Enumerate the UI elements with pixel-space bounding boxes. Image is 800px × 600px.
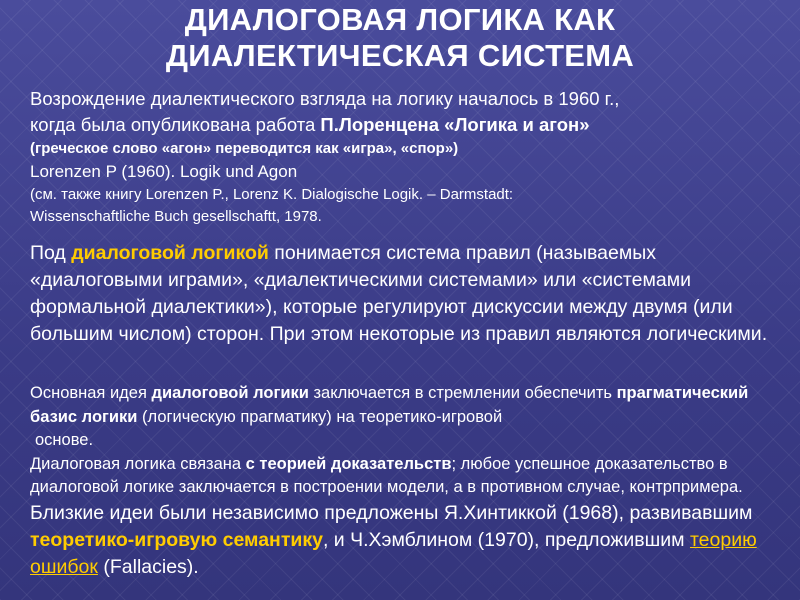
game-semantics-term: теоретико-игровую семантику <box>30 528 323 551</box>
intro-see-also: (см. также книгу Lorenzen P., Lorenz K. Dialogische Logik. – Darmstadt: <box>30 186 514 203</box>
intro-publisher: Wissenschaftliche Buch gesellschaftt, 1978. <box>30 208 322 225</box>
intro-line-1: Возрождение диалектического взгляда на логику началось в 1960 г., <box>30 88 620 109</box>
proof-theory-pre: Диалоговая логика связана <box>30 454 246 473</box>
intro-paragraph <box>30 86 790 228</box>
definition-body: понимается система правил (называемых «диалоговыми играми», «диалектическими системами» или «системами формальной диалектики»), которые регулируют дискуссии между двумя (или большим числом) сторон. При этом некоторые из правил являются логическими. <box>30 242 768 345</box>
main-idea-end: основе. <box>35 431 94 449</box>
title-line-1: ДИАЛОГОВАЯ ЛОГИКА КАК <box>184 2 616 37</box>
related-ideas-mid: , и Ч.Хэмблином (1970), предложившим <box>322 528 690 551</box>
definition-paragraph <box>30 240 790 348</box>
page-title <box>0 2 800 74</box>
pragmatic-basis-term: прагматический базис логики <box>30 384 749 426</box>
fallacies-theory-link[interactable]: теорию ошибок <box>30 528 757 578</box>
intro-line-2-text: когда была опубликована работа <box>30 114 321 135</box>
main-idea-term: диалоговой логики <box>151 384 309 402</box>
proof-theory-post: ; любое успешное доказательство в диалоговой логике заключается в построении модели, а в противном случае, контрпримера. <box>30 454 743 496</box>
main-idea-pre: Основная идея <box>30 384 152 402</box>
proof-theory-term: с теорией доказательств <box>245 454 452 473</box>
main-idea-post: (логическую прагматику) на теоретико-игровой <box>137 407 503 426</box>
related-ideas-paragraph <box>30 500 790 581</box>
agon-note: (греческое слово «агон» переводится как «игра», «спор») <box>30 140 459 157</box>
definition-pre: Под <box>30 242 72 264</box>
ideas-section <box>30 382 790 581</box>
proof-theory-paragraph <box>30 453 790 500</box>
intro-line-3 <box>30 138 790 160</box>
related-ideas-post: (Fallacies). <box>97 555 199 578</box>
intro-reference: Lorenzen P (1960). Logik und Agon <box>30 162 298 181</box>
intro-line-2 <box>30 112 790 138</box>
lorenzen-work-title: П.Лоренцена «Логика и агон» <box>320 114 590 135</box>
related-ideas-pre: Близкие идеи были независимо предложены Я.Хинтиккой (1968), развивавшим <box>30 501 753 524</box>
main-idea-paragraph <box>30 382 790 453</box>
title-line-2: ДИАЛЕКТИЧЕСКАЯ СИСТЕМА <box>165 38 635 73</box>
main-idea-mid: заключается в стремлении обеспечить <box>308 384 617 402</box>
definition-term: диалоговой логикой <box>71 242 269 264</box>
